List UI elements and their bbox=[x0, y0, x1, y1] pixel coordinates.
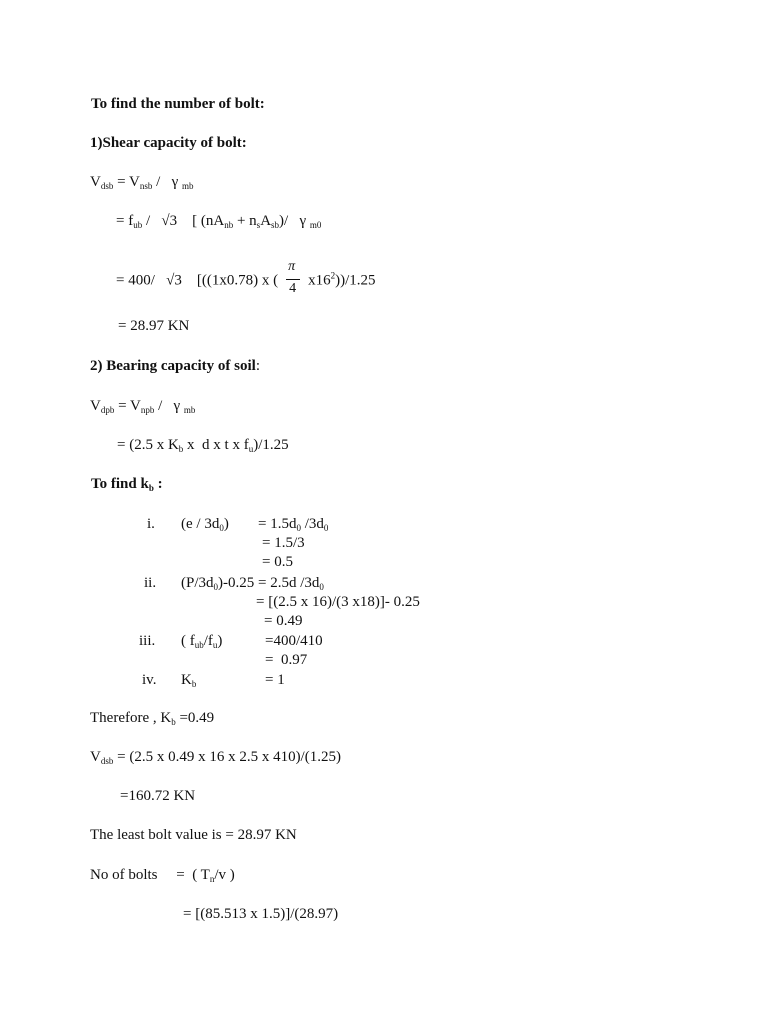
pi-over-4-fraction: $\frac{\pi}{4}$ bbox=[286, 266, 300, 296]
eq-vdpb-definition: $V_{dpb} = V_{npb} / \gamma$ $_{mb}$ bbox=[90, 398, 196, 415]
list-expr-1: $(e / 3d_0)$ bbox=[181, 516, 229, 533]
list-value-3: =400/410 bbox=[265, 633, 323, 649]
section-shear-title: 1)Shear capacity of bolt: bbox=[90, 135, 247, 151]
list-expr-2: $(P/3d_0)-0.25 = 2.5d$ $/3d_0$ bbox=[181, 575, 324, 592]
list-roman-3: iii. bbox=[139, 633, 156, 649]
eq-bearing-result: =160.72 KN bbox=[120, 788, 196, 804]
list-value-4: = 1 bbox=[265, 672, 285, 688]
eq-shear-formula: = $f_{ub} / √3$ [ $(nA_{nb} + n_sA_{sb})/$ γ $_{m0}$ bbox=[116, 213, 322, 230]
eq-vdsb-definition: $V_{dsb} = V_{nsb} / \gamma$ $_{mb}$ bbox=[90, 174, 194, 191]
list-expr-3: ( $f_{ub}/f_u$) bbox=[181, 633, 223, 650]
list-line: = 0.49 bbox=[264, 613, 303, 629]
eq-number-of-bolts-sub: = [(85.513 x 1.5)]/(28.97) bbox=[183, 906, 339, 922]
list-line: = 0.97 bbox=[265, 652, 308, 668]
list-value-1: = $1.5d_0$ $/3d_0$ bbox=[258, 516, 329, 533]
list-line: = [(2.5 x 16)/(3 x18)]- 0.25 bbox=[256, 594, 420, 610]
list-roman-2: ii. bbox=[144, 575, 157, 591]
list-line: = 0.5 bbox=[262, 554, 293, 570]
eq-vdsb-bearing: $V_{dsb} = (2.5$ x 0.49 x 16 x 2.5 x 410)/(1.25) bbox=[90, 749, 341, 766]
list-expr-4: $K_b$ bbox=[181, 672, 197, 689]
least-bolt-value: The least bolt value is = 28.97 KN bbox=[90, 827, 297, 843]
therefore-kb: Therefore , $K_b =0.49$ bbox=[90, 710, 215, 727]
list-line: = 1.5/3 bbox=[262, 535, 305, 551]
section-bearing-title: 2) Bearing capacity of soil: bbox=[90, 358, 260, 374]
list-roman-4: iv. bbox=[142, 672, 157, 688]
eq-number-of-bolts: No of bolts = ( $T_n/v$ ) bbox=[90, 867, 235, 884]
list-roman-1: i. bbox=[147, 516, 155, 532]
find-kb-heading: To find $k_b$ : bbox=[91, 476, 163, 493]
page-heading: To find the number of bolt: bbox=[91, 96, 265, 112]
eq-shear-substitution: = 400/ √3 [((1x0.78) x ( $\frac{\pi}{4}$ $x16^2))/1.25$ bbox=[116, 259, 376, 296]
eq-shear-result: = 28.97 KN bbox=[118, 318, 190, 334]
eq-bearing-formula: = (2.5 x $K_b$ x d x t x $f_u)/1.25$ bbox=[117, 437, 289, 454]
